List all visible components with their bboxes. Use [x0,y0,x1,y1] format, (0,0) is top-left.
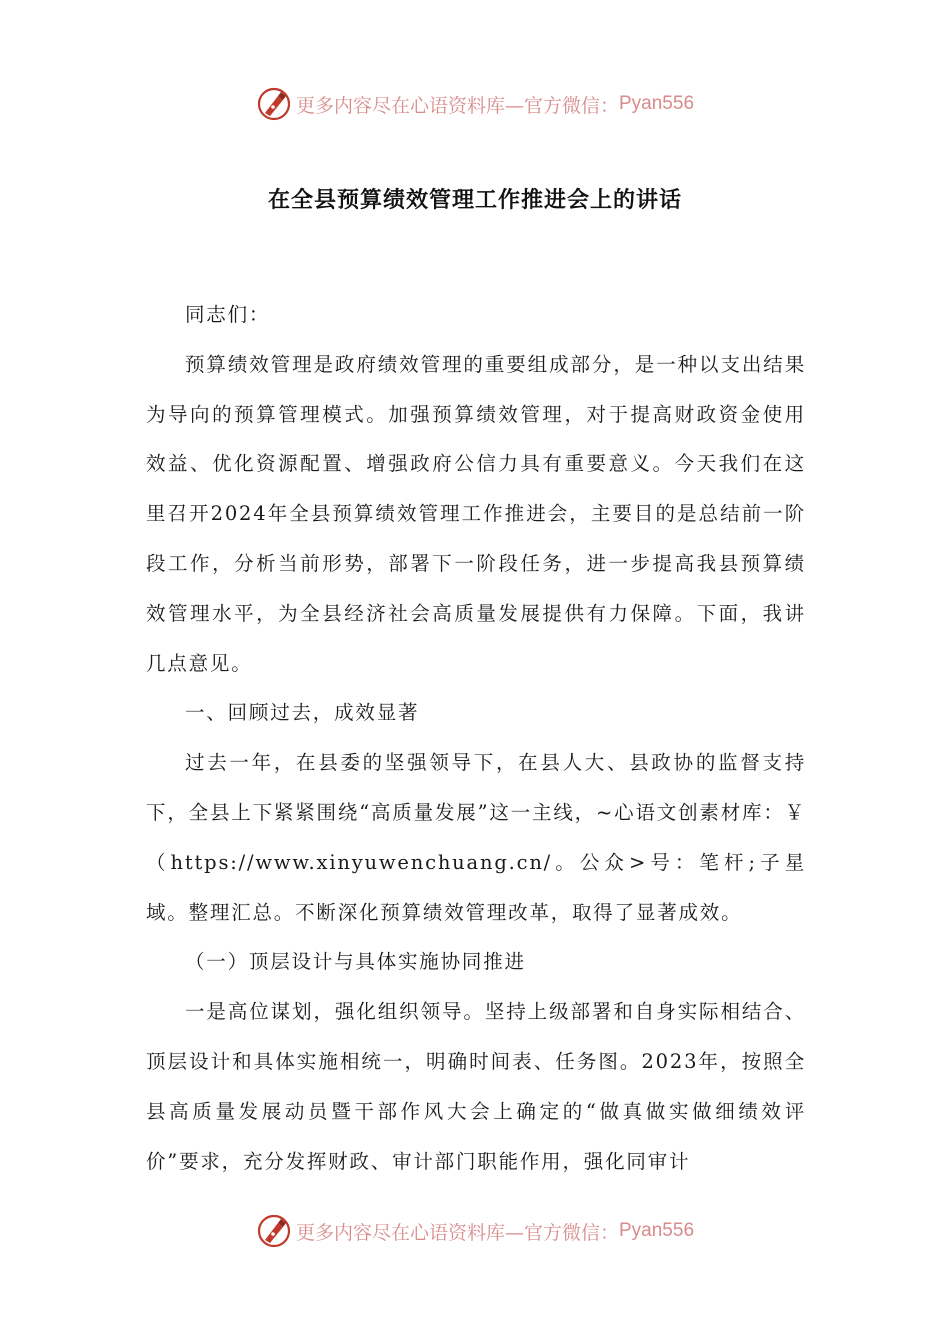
paragraph-review: 过去一年，在县委的坚强领导下，在县人大、县政协的监督支持下，全县上下紧紧围绕“高质量发展”这一主线，~心语文创素材库：￥（https://www.xinyuwenchuang.cn/。公众>号：笔杆;子星域。整理汇总。不断深化预算绩效管理改革，取得了显著成效。 [146,751,806,924]
banner-text: 更多内容尽在心语资料库—官方微信： [295,94,619,117]
greeting: 同志们： [185,303,271,326]
footer-watermark-banner [0,1211,950,1251]
subsection-heading: （一）顶层设计与具体实施协同推进 [185,950,526,974]
pen-nib-logo-icon [256,1213,292,1249]
banner-wechat-id: Pyan556 [619,1220,695,1241]
section-heading: 一、回顾过去，成效显著 [185,701,420,725]
banner-wechat-id: Pyan556 [619,93,695,114]
paragraph-planning: 一是高位谋划，强化组织领导。坚持上级部署和自身实际相结合、顶层设计和具体实施相统一，明确时间表、任务图。2023年，按照全县高质量发展动员暨干部作风大会上确定的“做真做实做细绩效评价”要求，充分发挥财政、审计部门职能作用，强化同审计 [146,1000,806,1173]
header-watermark-banner [0,84,950,124]
pen-nib-logo-icon [256,86,292,122]
document-title: 在全县预算绩效管理工作推进会上的讲话 [267,187,682,213]
paragraph-intro: 预算绩效管理是政府绩效管理的重要组成部分，是一种以支出结果为导向的预算管理模式。加强预算绩效管理，对于提高财政资金使用效益、优化资源配置、增强政府公信力具有重要意义。今天我们在这里召开2024年全县预算绩效管理工作推进会，主要目的是总结前一阶段工作，分析当前形势，部署下一阶段任务，进一步提高我县预算绩效管理水平，为全县经济社会高质量发展提供有力保障。下面，我讲几点意见。 [146,352,806,675]
document-body [146,290,806,1186]
banner-text: 更多内容尽在心语资料库—官方微信： [295,1221,619,1244]
